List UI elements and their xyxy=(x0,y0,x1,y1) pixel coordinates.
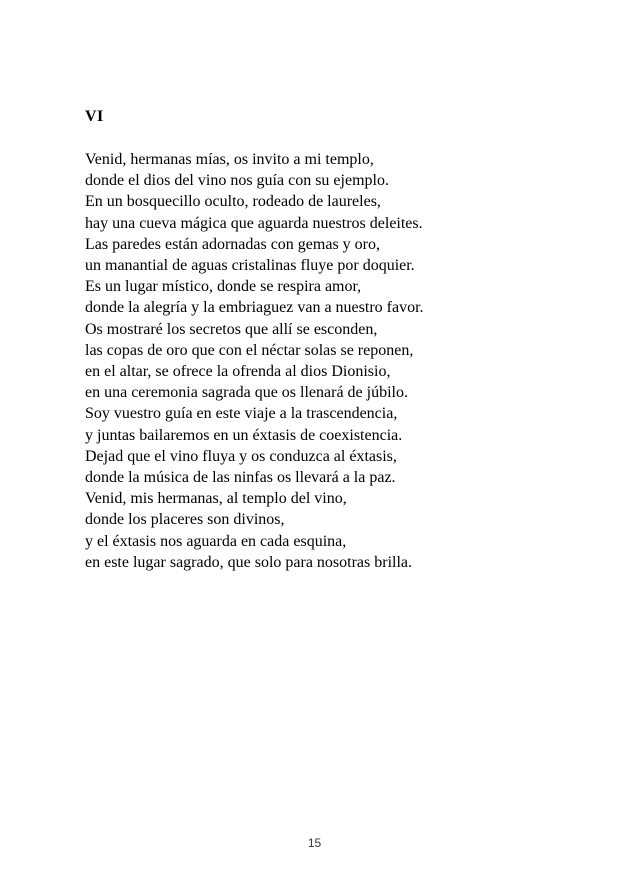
poem xyxy=(85,149,569,573)
poem-line: un manantial de aguas cristalinas fluye por doquier. xyxy=(85,257,415,275)
poem-line: Es un lugar místico, donde se respira amor, xyxy=(85,278,362,296)
poem-line: y el éxtasis nos aguarda en cada esquina, xyxy=(85,532,347,550)
poem-line: Las paredes están adornadas con gemas y oro, xyxy=(85,235,380,253)
poem-line: en este lugar sagrado, que solo para nosotras brilla. xyxy=(85,553,413,571)
poem-line: donde la música de las ninfas os llevará a la paz. xyxy=(85,469,396,487)
poem-line: hay una cueva mágica que aguarda nuestros deleites. xyxy=(85,214,423,232)
poem-line: en el altar, se ofrece la ofrenda al dios Dionisio, xyxy=(85,363,391,381)
section-heading: VI xyxy=(85,108,104,125)
poem-line: en una ceremonia sagrada que os llenará de júbilo. xyxy=(85,384,408,402)
poem-line: Dejad que el vino fluya y os conduzca al éxtasis, xyxy=(85,447,397,465)
poem-line: Venid, mis hermanas, al templo del vino, xyxy=(85,490,347,508)
poem-line: y juntas bailaremos en un éxtasis de coexistencia. xyxy=(85,426,403,444)
poem-line: Os mostraré los secretos que allí se esconden, xyxy=(85,320,378,338)
poem-line: Soy vuestro guía en este viaje a la trascendencia, xyxy=(85,405,398,423)
poem-line: Venid, hermanas mías, os invito a mi templo, xyxy=(85,151,374,168)
page-number: 15 xyxy=(307,836,322,850)
poem-line: donde el dios del vino nos guía con su ejemplo. xyxy=(85,172,389,190)
page-content xyxy=(85,106,569,573)
poem-line: donde los placeres son divinos, xyxy=(85,511,285,529)
poem-line: las copas de oro que con el néctar solas se reponen, xyxy=(85,341,414,359)
poem-line: donde la alegría y la embriaguez van a nuestro favor. xyxy=(85,299,424,317)
poem-line: En un bosquecillo oculto, rodeado de laureles, xyxy=(85,193,381,211)
